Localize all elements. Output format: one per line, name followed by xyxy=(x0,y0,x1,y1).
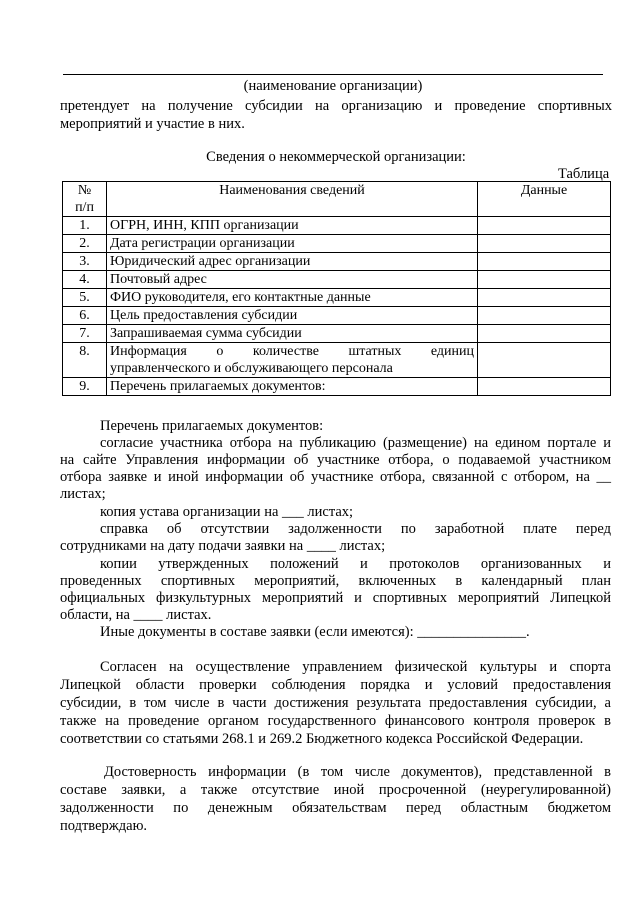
table-row xyxy=(63,378,611,396)
table-row xyxy=(63,217,611,235)
section-title: Сведения о некоммерческой организации: xyxy=(206,149,466,165)
consent-line5: соответствии со статьями 268.1 и 269.2 Бюджетного кодекса Российской Федерации. xyxy=(60,731,584,747)
row-name: ФИО руководителя, его контактные данные xyxy=(107,289,478,307)
row-name: Цель предоставления субсидии xyxy=(107,307,478,325)
doc-item3-line2: сотрудниками на дату подачи заявки на ____ листах; xyxy=(60,538,386,554)
row-value xyxy=(478,343,611,378)
table-row xyxy=(63,343,611,378)
row-name: ОГРН, ИНН, КПП организации xyxy=(107,217,478,235)
row-value xyxy=(478,271,611,289)
doc-item3-line1: справка об отсутствии задолженности по заработной плате перед xyxy=(100,521,611,537)
row-name: Запрашиваемая сумма субсидии xyxy=(107,325,478,343)
organization-info-table xyxy=(62,181,611,396)
header-name: Наименования сведений xyxy=(107,182,478,217)
row-value xyxy=(478,235,611,253)
doc-item1-line3: отбора заявке и иной информации об участнике отбора, связанной с отбором, на __ xyxy=(60,469,611,485)
org-name-underline xyxy=(63,74,603,75)
row-value xyxy=(478,325,611,343)
table-row xyxy=(63,253,611,271)
confirm-line4: подтверждаю. xyxy=(60,818,148,834)
claim-line-1: претендует на получение субсидии на организацию и проведение спортивных xyxy=(60,98,612,114)
row-name-line2: управленческого и обслуживающего персонала xyxy=(110,361,393,376)
row-num: 6. xyxy=(63,307,107,325)
row-num: 8. xyxy=(63,343,107,378)
confirm-line2: составе заявки, а также отсутствие иной просроченной (неурегулированной) xyxy=(60,782,611,798)
org-name-caption: (наименование организации) xyxy=(243,78,423,94)
doc-item1-line1: согласие участника отбора на публикацию (размещение) на едином портале и xyxy=(100,435,611,451)
table-row xyxy=(63,325,611,343)
consent-line1: Согласен на осуществление управлением физической культуры и спорта xyxy=(100,659,611,675)
claim-line-2: мероприятий и участие в них. xyxy=(60,116,245,132)
doc-item4-line1: копии утвержденных положений и протоколов организованных и xyxy=(100,556,611,572)
doc-item4-line2: проведенных спортивных мероприятий, включенных в календарный план xyxy=(60,573,611,589)
header-num-line1: № xyxy=(77,183,92,198)
consent-line4: также на проведение органом государственного финансового контроля проверок в xyxy=(60,713,611,729)
row-value xyxy=(478,289,611,307)
row-num: 1. xyxy=(63,217,107,235)
row-name: Юридический адрес организации xyxy=(107,253,478,271)
row-num: 7. xyxy=(63,325,107,343)
row-name: Перечень прилагаемых документов: xyxy=(107,378,478,396)
row-num: 4. xyxy=(63,271,107,289)
row-name: Дата регистрации организации xyxy=(107,235,478,253)
table-row xyxy=(63,271,611,289)
doc-item1-line4: листах; xyxy=(60,486,106,502)
confirm-line3: задолженности по денежным обязательствам перед областным бюджетом xyxy=(60,800,611,816)
table-row xyxy=(63,307,611,325)
row-name-line1: Информация о количестве штатных единиц xyxy=(110,344,474,359)
doc-item5: Иные документы в составе заявки (если имеются): _______________. xyxy=(100,624,530,640)
table-label: Таблица xyxy=(558,166,610,182)
doc-item4-line4: области, на ____ листах. xyxy=(60,607,212,623)
row-num: 5. xyxy=(63,289,107,307)
row-name: Почтовый адрес xyxy=(107,271,478,289)
documents-heading: Перечень прилагаемых документов: xyxy=(100,418,324,434)
confirm-line1: Достоверность информации (в том числе документов), представленной в xyxy=(104,764,611,780)
header-data: Данные xyxy=(478,182,611,217)
row-num: 2. xyxy=(63,235,107,253)
table-row xyxy=(63,289,611,307)
row-value xyxy=(478,217,611,235)
consent-line3: субсидии, в том числе в части достижения результата предоставления субсидии, а xyxy=(60,695,611,711)
table-row xyxy=(63,235,611,253)
row-num: 3. xyxy=(63,253,107,271)
header-num xyxy=(63,182,107,217)
doc-item1-line2: на сайте Управления информации об участнике отбора, о подаваемой участником xyxy=(60,452,611,468)
row-value xyxy=(478,307,611,325)
row-name-multiline xyxy=(107,343,478,378)
row-value xyxy=(478,378,611,396)
doc-item4-line3: официальных физкультурных мероприятий и спортивных мероприятий Липецкой xyxy=(60,590,611,606)
header-num-line2: п/п xyxy=(75,200,94,215)
row-num: 9. xyxy=(63,378,107,396)
row-value xyxy=(478,253,611,271)
table-header-row xyxy=(63,182,611,217)
doc-item2: копия устава организации на ___ листах; xyxy=(100,504,354,520)
consent-line2: Липецкой области проверки соблюдения порядка и условий предоставления xyxy=(60,677,611,693)
